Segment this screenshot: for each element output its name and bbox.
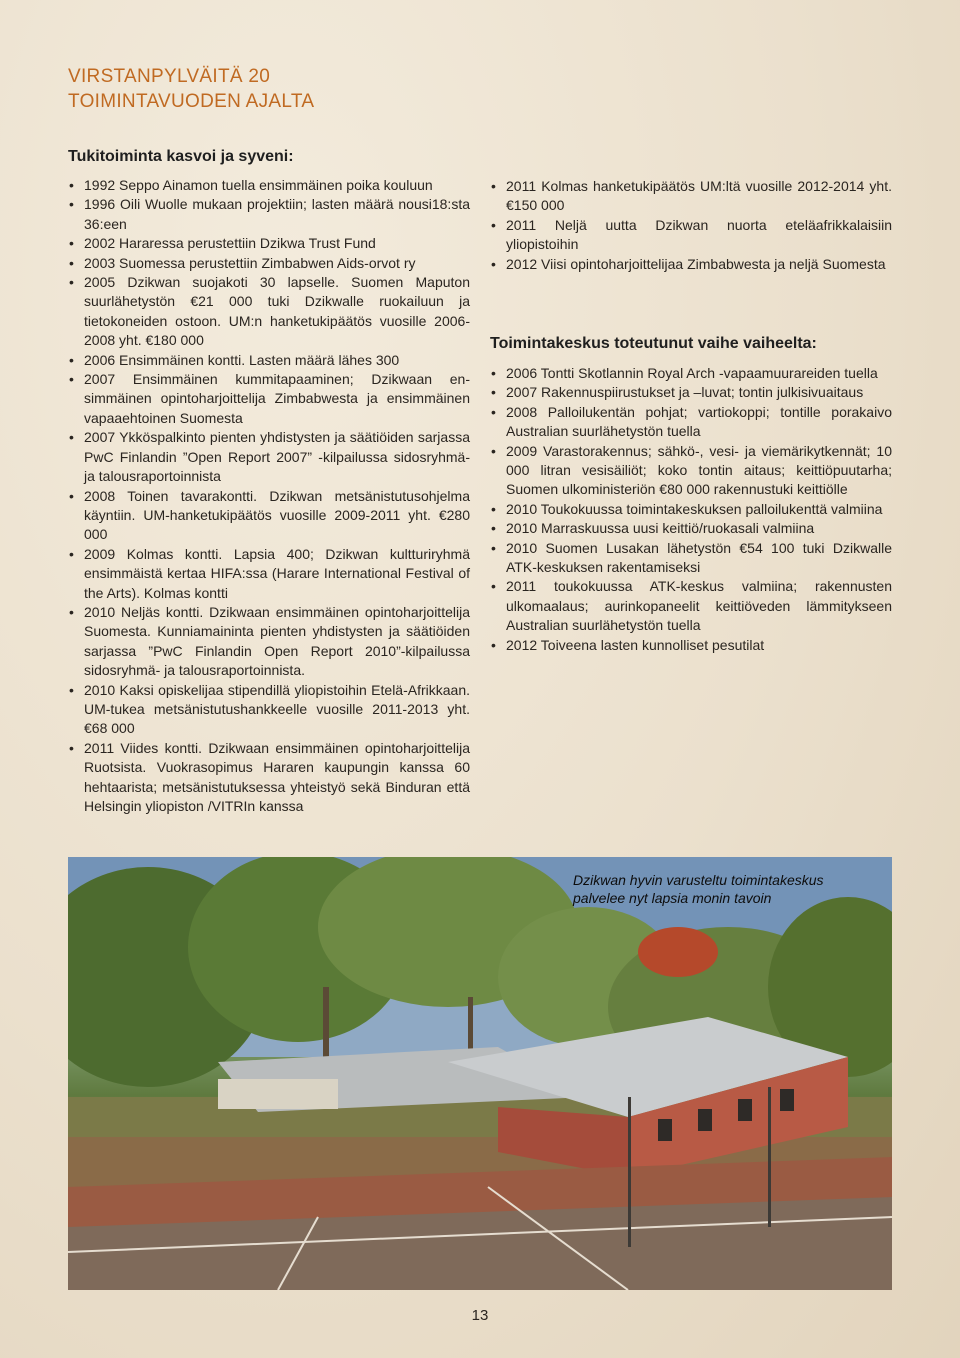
center-progress-column [490, 364, 892, 655]
list-item: • 2006 Ensimmäinen kontti. Lasten määrä lähes 300 [68, 351, 470, 370]
list-item: • 2008 Palloilukentän pohjat; vartiokoppi; tontille porakaivo Australian suurlähetystön tuella [490, 403, 892, 442]
list-item: • 2009 Kolmas kontti. Lapsia 400; Dzikwan kultturiryhmä ensimmäistä kertaa HIFA:ssa (Harare International Festival of the Arts). Kolmas kontti [68, 545, 470, 603]
list-item: • 2006 Tontti Skotlannin Royal Arch -vapaamuurareiden tuella [490, 364, 892, 383]
list-item: • 2012 Toiveena lasten kunnolliset pesutilat [490, 636, 892, 655]
list-item: • 2011 Viides kontti. Dzikwaan ensimmäinen opintoharjoittelija Ruotsista. Vuokrasopimus Hararen kaupungin kanssa 60 hehtaarista; metsänistutuksessa yhteistyö sekä Binduran että Helsingin yliopiston /VITRIn kanssa [68, 739, 470, 817]
list-item: • 2010 Kaksi opiskelijaa stipendillä yliopistoihin Etelä-Afrikkaan. UM-tukea metsänistutushankkeelle vuosille 2011-2013 yht. €68 000 [68, 681, 470, 739]
page-title-line-1: VIRSTANPYLVÄITÄ 20 [68, 66, 271, 87]
page-title-line-2: TOIMINTAVUODEN AJALTA [68, 91, 315, 112]
page-title [68, 64, 314, 114]
center-progress-list [490, 364, 892, 655]
photo-caption-line-1: Dzikwan hyvin varusteltu toimintakeskus [573, 872, 824, 888]
support-milestones-list [68, 176, 470, 816]
list-item: • 2007 Ykköspalkinto pienten yhdistysten ja säätiöiden sarjassa PwC Finlandin ”Open Report 2007” -kilpailussa sidosryhmä- ja talousraportoinnista [68, 428, 470, 486]
left-column [68, 176, 470, 816]
list-item: • 2011 Kolmas hanketukipäätös UM:ltä vuosille 2012-2014 yht. €150 000 [490, 177, 892, 216]
list-item: • 2011 Neljä uutta Dzikwan nuorta eteläafrikkalaisiin yliopistoihin [490, 216, 892, 255]
page-number: 13 [471, 1307, 489, 1324]
list-item: • 2003 Suomessa perustettiin Zimbabwen Aids-orvot ry [68, 254, 470, 273]
list-item: • 2009 Varastorakennus; sähkö-, vesi- ja viemärikytkennät; 10 000 litran vesisäiliöt; koko tontin aitaus; keittiöpuutarha; Suomen ulkoministeriön €80 000 rakennustuki keittiölle [490, 442, 892, 500]
list-item: • 2010 Toukokuussa toimintakeskuksen palloilukenttä valmiina [490, 500, 892, 519]
list-item: • 2010 Neljäs kontti. Dzikwaan ensimmäinen opintoharjoittelija Suomesta. Kunniamaininta pienten yhdistysten ja säätiöiden sarjassa ”PwC Finlandin Open Report 2010”-kilpailussa sidosryhmä- ja talousraportoinnista. [68, 603, 470, 681]
activity-center-illustration [68, 857, 892, 1290]
list-item: • 2007 Ensimmäinen kummitapaaminen; Dzikwaan ensimmäinen opintoharjoittelija Zimbabwesta ja ensimmäinen vapaaehtoinen Suomesta [68, 370, 470, 428]
list-item: • 1992 Seppo Ainamon tuella ensimmäinen poika kouluun [68, 176, 470, 195]
right-column [490, 177, 892, 274]
list-item: • 2008 Toinen tavarakontti. Dzikwan metsänistutusohjelma käyntiin. UM-hanketukipäätös vuosille 2009-2011 yht. €280 000 [68, 487, 470, 545]
photo-caption-line-2: palvelee nyt lapsia monin tavoin [573, 890, 772, 906]
list-item: • 2012 Viisi opintoharjoittelijaa Zimbabwesta ja neljä Suomesta [490, 255, 892, 274]
list-item: • 2010 Suomen Lusakan lähetystön €54 100 tuki Dzikwalle ATK-keskuksen rakentamiseksi [490, 539, 892, 578]
right-section-heading: Toimintakeskus toteutunut vaihe vaiheelta: [490, 335, 817, 352]
list-item: • 2007 Rakennuspiirustukset ja –luvat; tontin julkisivuaitaus [490, 383, 892, 402]
list-item: • 2002 Hararessa perustettiin Dzikwa Trust Fund [68, 234, 470, 253]
list-item: • 2010 Marraskuussa uusi keittiö/ruokasali valmiina [490, 519, 892, 538]
list-item: • 2005 Dzikwan suojakoti 30 lapselle. Suomen Maputon suurlähetystön €21 000 tuki Dzikwalle ruokailuun ja tietokoneiden ostoon. UM:n hanketukipäätös vuosille 2006-2008 yht. €180 000 [68, 273, 470, 351]
photo-caption [573, 871, 873, 907]
list-item: • 1996 Oili Wuolle mukaan projektiin; lasten määrä nousi18:sta 36:een [68, 195, 470, 234]
activity-center-photo [68, 857, 892, 1290]
list-item: • 2011 toukokuussa ATK-keskus valmiina; rakennusten ulkomaalaus; aurinkopaneelit keittiöveden lämmitykseen Australian suurlähetystön tuella [490, 577, 892, 635]
left-section-heading: Tukitoiminta kasvoi ja syveni: [68, 148, 294, 165]
continued-milestones-list [490, 177, 892, 274]
